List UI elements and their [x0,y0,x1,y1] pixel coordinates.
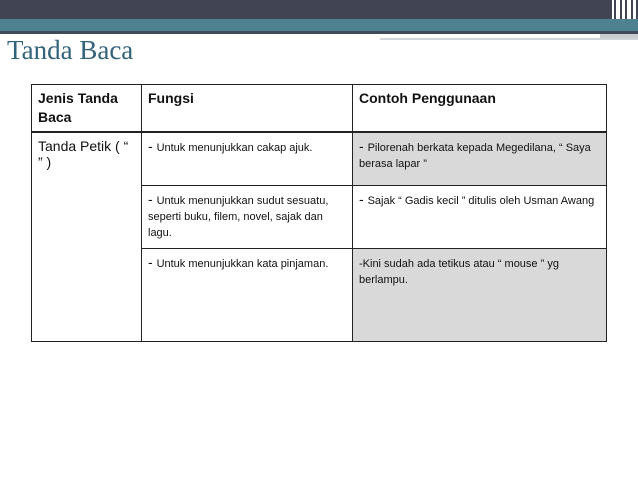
top-band-stripes [614,0,638,19]
header-jenis: Jenis Tanda Baca [32,85,142,133]
header-contoh: Contoh Penggunaan [353,85,607,133]
top-band-teal [0,19,638,31]
fungsi-cell: - Untuk menunjukkan kata pinjaman. [142,249,353,342]
header-fungsi: Fungsi [142,85,353,133]
tanda-baca-table [31,84,607,342]
contoh-cell: - Sajak “ Gadis kecil ” ditulis oleh Usman Awang [353,186,607,249]
top-band-dark [0,0,612,19]
jenis-cell: Tanda Petik ( “ ” ) [32,132,142,342]
fungsi-cell: - Untuk menunjukkan sudut sesuatu, seperti buku, filem, novel, sajak dan lagu. [142,186,353,249]
decorative-gray-block [600,34,638,38]
contoh-cell: - Pilorenah berkata kepada Megedilana, “ Saya berasa lapar ” [353,132,607,186]
table-row [32,132,607,186]
decorative-gray-bar [380,38,638,40]
fungsi-cell: - Untuk menunjukkan cakap ajuk. [142,132,353,186]
slide-title: Tanda Baca [7,35,134,65]
table-header-row [32,85,607,133]
contoh-cell: -Kini sudah ada tetikus atau “ mouse ” yg berlampu. [353,249,607,342]
